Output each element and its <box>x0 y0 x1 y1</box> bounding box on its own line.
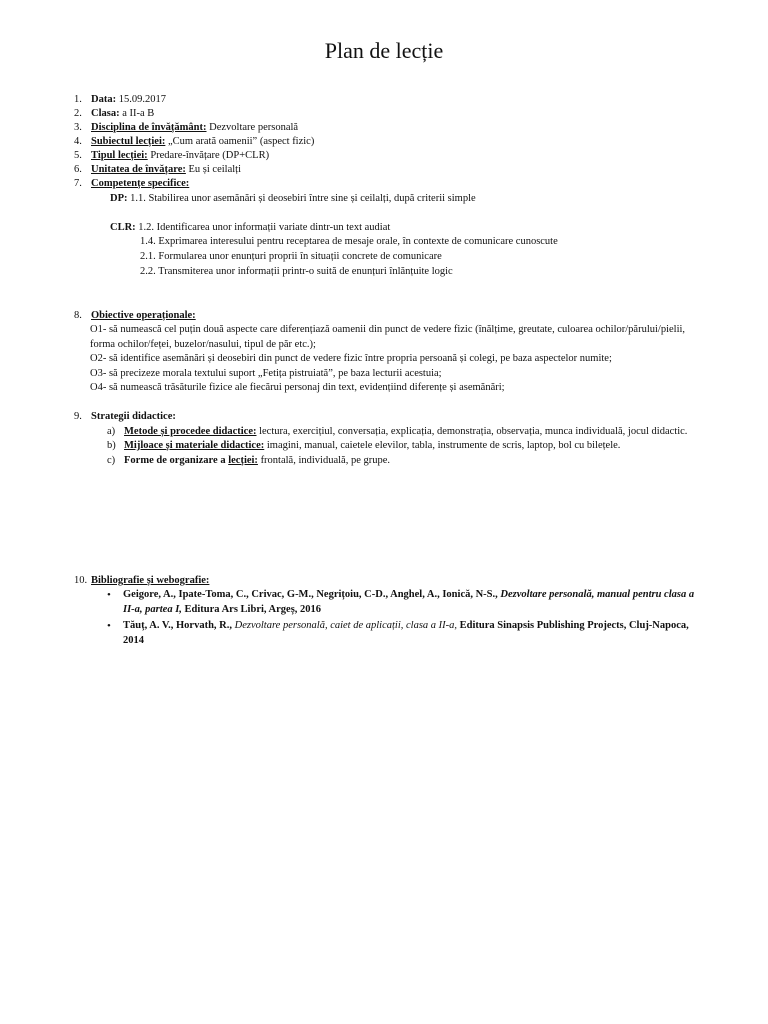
strategii-label: Strategii didactice: <box>91 411 176 422</box>
ref1-title: Dezvoltare personală, manual pentru clasa a <box>500 589 695 600</box>
ref2-year: 2014 <box>123 635 144 646</box>
item-data <box>91 93 166 107</box>
metode-label: Metode și procedee didactice: <box>124 426 257 437</box>
dp-label: DP: <box>110 193 128 204</box>
subiect-label: Subiectul lecției: <box>91 136 166 147</box>
data-label: Data: <box>91 94 117 105</box>
ref2-authors: Tăuț, A. V., Horvath, R., <box>123 620 235 631</box>
mijloace-text: imagini, manual, caietele elevilor, tabla, instrumente de scris, laptop, bol cu bilețele. <box>264 440 621 451</box>
reference-1 <box>123 588 694 602</box>
ref2-title: Dezvoltare personală, caiet de aplicații, clasa a II-a, <box>234 620 458 631</box>
obiectiv-o2: O2- să identifice asemănări și deosebiri din punct de vedere fizic între propria persoană și colegi, pe baza aspectelor numite; <box>90 353 612 364</box>
reference-1-cont <box>123 603 321 617</box>
obiectiv-o1: O1- să numească cel puțin două aspecte care diferențiază oamenii din punct de vedere fizic (înălțime, greutate, culoarea ochilor/părului/pielii, <box>90 324 686 335</box>
item-subiect <box>91 135 314 149</box>
item-tip <box>91 149 269 163</box>
strategie-mijloace <box>124 439 620 453</box>
obiectiv-o3: O3- să precizeze morala textului suport „Fetița pistruiată”, pe baza lecturii acestuia; <box>90 368 442 379</box>
bibliografie-heading <box>91 574 209 588</box>
ref1-authors: Geigore, A., Ipate-Toma, C., Crivac, G-M., Negrițoiu, C-D., Anghel, A., Ionică, N-S., <box>123 589 501 600</box>
item-number: 5. <box>74 150 82 161</box>
competenta-clr <box>110 221 390 235</box>
tip-label: Tipul lecției: <box>91 150 148 161</box>
unitate-value: Eu și ceilalți <box>185 164 241 175</box>
item-number: 3. <box>74 122 82 133</box>
page-title: Plan de lecție <box>324 38 444 63</box>
subiect-value: „Cum arată oamenii” (aspect fizic) <box>165 136 315 147</box>
obiective-heading <box>91 309 196 323</box>
item-number: 7. <box>74 178 82 189</box>
item-competente <box>91 177 189 191</box>
bibliografie-label: Bibliografie și webografie: <box>91 575 210 586</box>
clr-label: CLR: <box>110 222 136 233</box>
item-number: 8. <box>74 310 82 321</box>
disciplina-value: Dezvoltare personală <box>206 122 299 133</box>
reference-2-cont <box>123 634 144 648</box>
bullet-icon: • <box>107 589 111 601</box>
ref1-publisher: Editura Ars Libri, Argeș, 2016 <box>181 604 322 615</box>
list-letter: c) <box>107 455 116 466</box>
forme-label-lectiei: lecției: <box>228 455 258 466</box>
unitate-label: Unitatea de învățare: <box>91 164 186 175</box>
item-clasa <box>91 107 154 121</box>
forme-label: Forme de organizare a <box>124 455 229 466</box>
item-number: 4. <box>74 136 82 147</box>
obiectiv-o4: O4- să numească trăsăturile fizice ale fiecărui personaj din text, evidențiind diferențe și asemănări; <box>90 382 505 393</box>
item-number: 1. <box>74 94 82 105</box>
competente-label: Competențe specifice: <box>91 178 190 189</box>
tip-value: Predare-învățare (DP+CLR) <box>147 150 270 161</box>
mijloace-label: Mijloace și materiale didactice: <box>124 440 265 451</box>
disciplina-label: Disciplina de învățământ: <box>91 122 207 133</box>
bullet-icon: • <box>107 620 111 632</box>
item-number: 9. <box>74 411 82 422</box>
strategii-heading <box>91 410 176 424</box>
strategie-metode <box>124 425 687 439</box>
ref1-title-cont: II-a, partea I, <box>123 604 182 615</box>
competenta-clr-item: 2.1. Formularea unor enunțuri proprii în situații concrete de comunicare <box>140 251 442 262</box>
obiectiv-o1-cont: forma ochilor/feței, buzelor/nasului, tipul de păr etc.); <box>90 339 316 350</box>
dp-text: 1.1. Stabilirea unor asemănări și deosebiri între sine și ceilalți, după criterii simple <box>127 193 476 204</box>
competenta-dp <box>110 192 476 206</box>
metode-text: lectura, exercițiul, conversația, explicația, demonstrația, observația, munca individuală, jocul didactic. <box>256 426 688 437</box>
competenta-clr-item: 1.4. Exprimarea interesului pentru receptarea de mesaje orale, în contexte de comunicare cunoscute <box>140 236 558 247</box>
ref2-publisher: Editura Sinapsis Publishing Projects, Cluj-Napoca, <box>457 620 689 631</box>
competenta-clr-item: 2.2. Transmiterea unor informații printr-o suită de enunțuri înlănțuite logic <box>140 266 453 277</box>
clasa-value: a II-a B <box>119 108 155 119</box>
item-number: 2. <box>74 108 82 119</box>
clr-text: 1.2. Identificarea unor informații variate dintr-un text audiat <box>135 222 391 233</box>
item-number: 10. <box>74 575 88 586</box>
data-value: 15.09.2017 <box>116 94 166 105</box>
item-number: 6. <box>74 164 82 175</box>
item-unitate <box>91 163 241 177</box>
list-letter: b) <box>107 440 116 451</box>
forme-text: frontală, individuală, pe grupe. <box>257 455 391 466</box>
item-disciplina <box>91 121 298 135</box>
strategie-forme <box>124 454 390 468</box>
list-letter: a) <box>107 426 116 437</box>
reference-2 <box>123 619 689 633</box>
clasa-label: Clasa: <box>91 108 120 119</box>
obiective-label: Obiective operaționale: <box>91 310 196 321</box>
